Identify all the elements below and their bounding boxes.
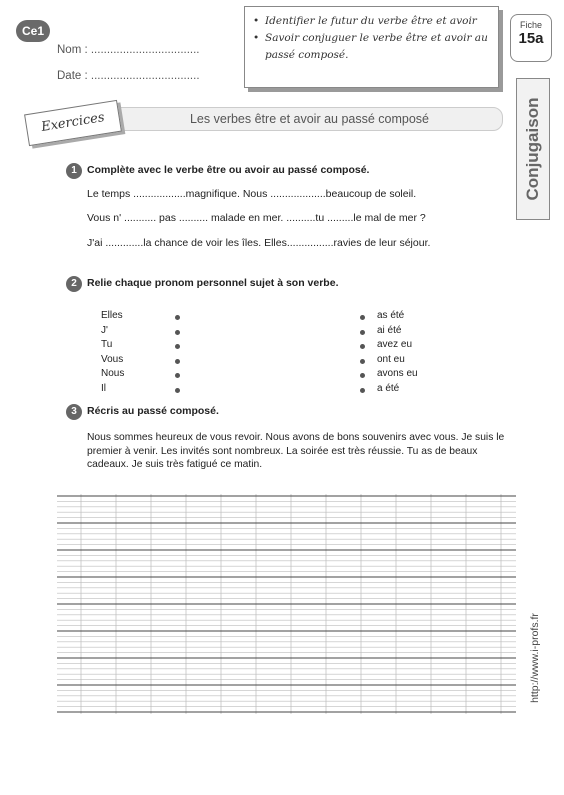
section-title: Les verbes être et avoir au passé composé (116, 107, 503, 131)
pronoun-dot[interactable] (175, 359, 180, 364)
exercises-label: Exercices (24, 100, 122, 146)
pronoun-item: Tu (101, 339, 113, 350)
exercise-line: Vous n' ........... pas .......... malade en mer. ..........tu .........le mal de mer ? (87, 212, 426, 224)
fiche-label: Fiche (519, 20, 542, 30)
fiche-number: 15a (518, 30, 544, 47)
pronoun-item: J' (101, 324, 108, 336)
verb-dot[interactable] (360, 315, 365, 320)
level-badge: Ce1 (16, 20, 50, 42)
subject-label: Conjugaison (523, 97, 542, 201)
exercise-title: Relie chaque pronom personnel sujet à son verbe. (87, 277, 339, 289)
pronoun-item: Il (101, 382, 106, 394)
verb-column (377, 309, 418, 396)
verb-item: as été (377, 310, 405, 321)
writing-lines[interactable] (57, 494, 516, 714)
date-field: Date : .................................. (57, 70, 200, 82)
exercise-number: 2 (66, 276, 82, 292)
exercise-number: 1 (66, 163, 82, 179)
verb-dot[interactable] (360, 388, 365, 393)
verb-item: ont eu (377, 353, 405, 365)
exercise-title: Récris au passé composé. (87, 405, 219, 417)
verb-item: avons eu (377, 368, 418, 379)
pronoun-item: Vous (101, 353, 124, 365)
verb-item: avez eu (377, 339, 413, 350)
pronoun-dot[interactable] (175, 344, 180, 349)
name-field: Nom : .................................. (57, 44, 200, 56)
fiche-badge (510, 14, 552, 62)
exercise-number: 3 (66, 404, 82, 420)
website-url: http://www.i-profs.fr (529, 613, 541, 703)
exercise-title: Complète avec le verbe être ou avoir au passé composé. (87, 164, 370, 176)
verb-item: ai été (377, 324, 402, 336)
website-credit (528, 604, 542, 712)
verb-dot[interactable] (360, 359, 365, 364)
exercise-line: Le temps ..................magnifique. Nous ...................beaucoup de soleil. (87, 188, 417, 200)
exercise-text: Nous sommes heureux de vous revoir. Nous avons de bons souvenirs avec vous. Je suis le premier à venir. Les invités sont nombreux. La soirée est très réussie. Tu as de beaux cadeaux. Je suis très fatigué ce matin. (87, 432, 505, 470)
verb-dot[interactable] (360, 344, 365, 349)
objective-item: • Savoir conjuguer le verbe être et avoir au passé composé. (253, 30, 490, 64)
objective-item: • Identifier le futur du verbe être et avoir (253, 13, 490, 30)
pronoun-dot[interactable] (175, 388, 180, 393)
subject-tab (516, 78, 550, 220)
objectives-box (244, 6, 499, 88)
pronoun-column (101, 309, 124, 396)
pronoun-item: Elles (101, 310, 123, 321)
exercise-line: J'ai .............la chance de voir les îles. Elles................ravies de leur séjour. (87, 237, 431, 249)
verb-item: a été (377, 382, 400, 394)
verb-dot[interactable] (360, 330, 365, 335)
pronoun-dot[interactable] (175, 373, 180, 378)
pronoun-item: Nous (101, 368, 125, 379)
verb-dot[interactable] (360, 373, 365, 378)
pronoun-dot[interactable] (175, 330, 180, 335)
pronoun-dot[interactable] (175, 315, 180, 320)
